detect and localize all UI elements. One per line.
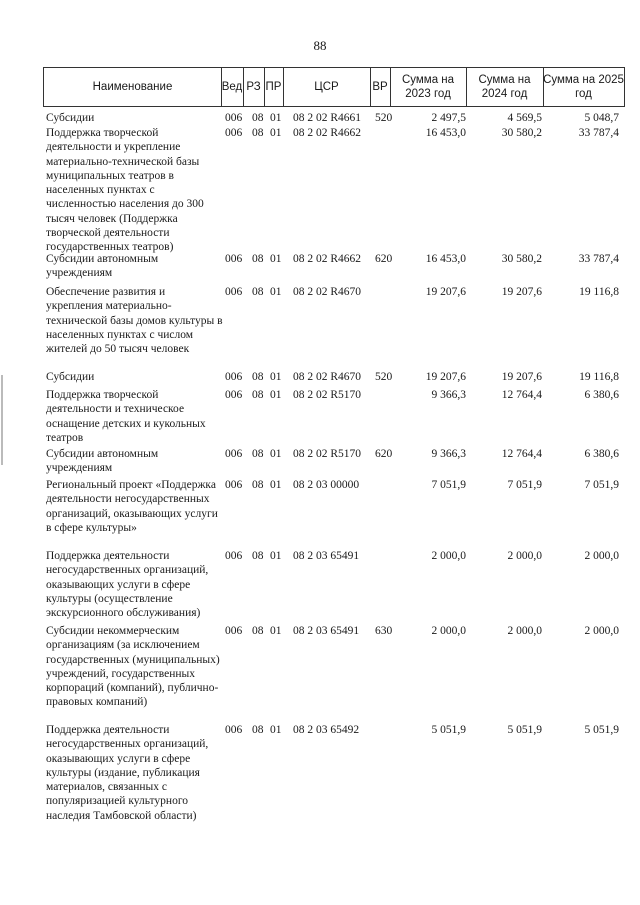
row-pr: 01: [270, 448, 282, 460]
row-rz: 08: [252, 448, 264, 460]
row-sum-2023: 7 051,9: [431, 479, 466, 491]
row-sum-2023: 9 366,3: [431, 389, 466, 401]
row-pr: 01: [270, 625, 282, 637]
row-rz: 08: [252, 127, 264, 139]
row-rz: 08: [252, 625, 264, 637]
row-sum-2024: 30 580,2: [501, 127, 542, 139]
header-name: Наименование: [44, 68, 222, 106]
row-pr: 01: [270, 127, 282, 139]
row-sum-2023: 16 453,0: [425, 253, 466, 265]
row-sum-2025: 5 051,9: [584, 724, 619, 736]
row-name: Региональный проект «Поддержка деятельности негосударственных организаций, оказывающих услуги в сфере культуры»: [46, 479, 218, 534]
row-sum-2024: 2 000,0: [507, 550, 542, 562]
row-rz: 08: [252, 286, 264, 298]
row-pr: 01: [270, 112, 282, 124]
header-sum-2023: Сумма на 2023 год: [390, 68, 467, 106]
row-sum-2023: 5 051,9: [431, 724, 466, 736]
row-pr: 01: [270, 286, 282, 298]
row-name: Обеспечение развития и укрепления материально-технической базы домов культуры в населенных пунктах с числом жителей до 50 тысяч человек: [46, 286, 223, 356]
row-csr: 08 2 03 00000: [293, 479, 360, 491]
header-pr: ПР: [264, 68, 284, 106]
row-sum-2025: 6 380,6: [584, 448, 619, 460]
row-name: Субсидии некоммерческим организациям (за исключением государственных (муниципальных) учреждений, государственных корпораций (компаний), публично-правовых компаний): [46, 625, 220, 709]
row-sum-2025: 6 380,6: [584, 389, 619, 401]
row-ved: 006: [225, 389, 243, 401]
row-rz: 08: [252, 371, 264, 383]
row-name: Субсидии: [46, 371, 95, 383]
row-ved: 006: [225, 286, 243, 298]
row-rz: 08: [252, 479, 264, 491]
row-ved: 006: [225, 112, 243, 124]
header-vr: ВР: [370, 68, 391, 106]
row-sum-2025: 2 000,0: [584, 625, 619, 637]
row-sum-2025: 5 048,7: [584, 112, 619, 124]
row-pr: 01: [270, 550, 282, 562]
row-name: Субсидии: [46, 112, 95, 124]
row-rz: 08: [252, 550, 264, 562]
row-ved: 006: [225, 625, 243, 637]
row-sum-2023: 9 366,3: [431, 448, 466, 460]
row-ved: 006: [225, 448, 243, 460]
row-sum-2025: 2 000,0: [584, 550, 619, 562]
row-sum-2025: 33 787,4: [578, 127, 619, 139]
row-vr: 630: [375, 625, 393, 637]
row-pr: 01: [270, 724, 282, 736]
row-csr: 08 2 02 R5170: [293, 448, 362, 460]
row-csr: 08 2 02 R4670: [293, 371, 362, 383]
row-sum-2024: 5 051,9: [507, 724, 542, 736]
row-name: Субсидии автономным учреждениям: [46, 448, 159, 475]
row-sum-2024: 12 764,4: [501, 389, 542, 401]
row-name: Поддержка творческой деятельности и укрепление материально-технической базы муниципальных театров в населенных пунктах с численностью населения до 300 тысяч человек (Поддержка творческой деятельности государственных театров): [46, 127, 204, 254]
row-csr: 08 2 02 R4662: [293, 253, 362, 265]
row-rz: 08: [252, 724, 264, 736]
header-csr: ЦСР: [283, 68, 371, 106]
row-sum-2025: 19 116,8: [579, 371, 619, 383]
row-pr: 01: [270, 389, 282, 401]
row-ved: 006: [225, 550, 243, 562]
row-sum-2024: 19 207,6: [501, 286, 542, 298]
row-name: Субсидии автономным учреждениям: [46, 253, 159, 280]
row-csr: 08 2 03 65491: [293, 550, 360, 562]
row-pr: 01: [270, 479, 282, 491]
row-name: Поддержка деятельности негосударственных организаций, оказывающих услуги в сфере культуры (осуществление экскурсионного обслуживания): [46, 550, 209, 620]
row-sum-2023: 2 000,0: [431, 625, 466, 637]
row-pr: 01: [270, 253, 282, 265]
row-sum-2024: 4 569,5: [507, 112, 542, 124]
row-sum-2024: 19 207,6: [501, 371, 542, 383]
row-sum-2024: 12 764,4: [501, 448, 542, 460]
row-sum-2023: 2 000,0: [431, 550, 466, 562]
row-sum-2023: 2 497,5: [431, 112, 466, 124]
row-vr: 520: [375, 112, 393, 124]
row-sum-2024: 7 051,9: [507, 479, 542, 491]
row-csr: 08 2 03 65492: [293, 724, 360, 736]
row-name: Поддержка деятельности негосударственных организаций, оказывающих услуги в сфере культуры (издание, публикация материалов, связанных с популяризацией культурного наследия Тамбовской области): [46, 724, 209, 822]
header-ved: Вед: [221, 68, 244, 106]
binding-mark: [1, 375, 3, 465]
row-sum-2024: 30 580,2: [501, 253, 542, 265]
row-csr: 08 2 03 65491: [293, 625, 360, 637]
row-sum-2025: 7 051,9: [584, 479, 619, 491]
row-ved: 006: [225, 127, 243, 139]
header-sum-2025: Сумма на 2025 год: [543, 74, 624, 100]
row-csr: 08 2 02 R4670: [293, 286, 362, 298]
row-rz: 08: [252, 389, 264, 401]
row-ved: 006: [225, 253, 243, 265]
row-pr: 01: [270, 371, 282, 383]
row-name: Поддержка творческой деятельности и техническое оснащение детских и кукольных театров: [46, 389, 206, 444]
header-sum-2024: Сумма на 2024 год: [466, 68, 544, 106]
row-sum-2025: 19 116,8: [579, 286, 619, 298]
row-ved: 006: [225, 724, 243, 736]
page-number: 88: [313, 38, 327, 53]
row-rz: 08: [252, 112, 264, 124]
row-sum-2025: 33 787,4: [578, 253, 619, 265]
header-rz: РЗ: [243, 68, 265, 106]
row-csr: 08 2 02 R4662: [293, 127, 362, 139]
row-vr: 520: [375, 371, 393, 383]
row-csr: 08 2 02 R4661: [293, 112, 362, 124]
row-csr: 08 2 02 R5170: [293, 389, 362, 401]
row-rz: 08: [252, 253, 264, 265]
row-ved: 006: [225, 371, 243, 383]
row-sum-2023: 19 207,6: [425, 371, 466, 383]
row-vr: 620: [375, 448, 393, 460]
row-sum-2023: 19 207,6: [425, 286, 466, 298]
row-sum-2024: 2 000,0: [507, 625, 542, 637]
row-ved: 006: [225, 479, 243, 491]
row-vr: 620: [375, 253, 393, 265]
row-sum-2023: 16 453,0: [425, 127, 466, 139]
